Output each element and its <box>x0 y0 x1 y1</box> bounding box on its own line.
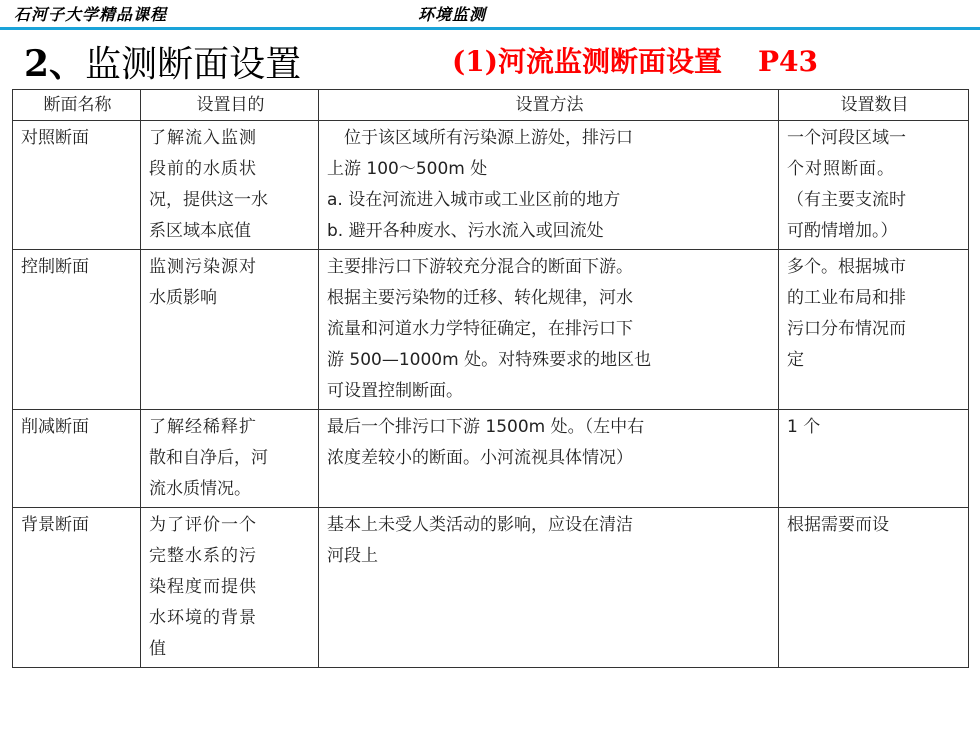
table-row <box>13 508 969 668</box>
text-line: 基本上未受人类活动的影响，应设在清洁 <box>327 515 633 535</box>
table-row <box>13 121 969 250</box>
column-header-method: 设置方法 <box>319 90 779 121</box>
text-line: 监测污染源对 <box>149 257 257 277</box>
text-line: 值 <box>149 639 166 659</box>
section-method <box>319 121 779 250</box>
column-header-purpose: 设置目的 <box>141 90 319 121</box>
text-line: 主要排污口下游较充分混合的断面下游。 <box>327 257 633 277</box>
section-count <box>779 410 969 508</box>
text-line: 了解流入监测 <box>149 128 257 148</box>
text-line: a. 设在河流进入城市或工业区前的地方 <box>327 190 621 210</box>
text-line: 系区域本底值 <box>149 221 251 241</box>
section-purpose <box>141 250 319 410</box>
table-row <box>13 410 969 508</box>
text-line: 根据需要而设 <box>787 515 889 535</box>
text-line: 流量和河道水力学特征确定，在排污口下 <box>327 319 633 339</box>
subtitle <box>452 40 818 80</box>
section-count <box>779 121 969 250</box>
text-line: 散和自净后，河 <box>149 448 268 468</box>
text-line: 个对照断面。 <box>787 159 895 179</box>
column-header-count: 设置数目 <box>779 90 969 121</box>
text-line: 河段上 <box>327 546 378 566</box>
text-line: 根据主要污染物的迁移、转化规律，河水 <box>327 288 633 308</box>
section-purpose <box>141 410 319 508</box>
section-method <box>319 508 779 668</box>
text-line: 流水质情况。 <box>149 479 251 499</box>
text-line: 定 <box>787 350 804 370</box>
text-line: 可设置控制断面。 <box>327 381 463 401</box>
monitoring-section-table <box>12 89 969 668</box>
section-count <box>779 250 969 410</box>
text-line: 染程度而提供 <box>149 577 257 597</box>
text-line: 污口分布情况而 <box>787 319 906 339</box>
text-line: 最后一个排污口下游 1500m 处。（左中右 <box>327 417 645 437</box>
course-subject: 环境监测 <box>418 5 487 24</box>
text-line: 段前的水质状 <box>149 159 257 179</box>
text-line: 多个。根据城市 <box>787 257 906 277</box>
text-line: 水质影响 <box>149 288 217 308</box>
text-line: 水环境的背景 <box>149 608 257 628</box>
section-number: 2、 <box>24 43 86 85</box>
table-row <box>13 250 969 410</box>
course-name: 石河子大学精品课程 <box>14 5 168 24</box>
section-title <box>24 36 301 87</box>
subtitle-text: (1)河流监测断面设置 <box>452 45 722 78</box>
text-line: 的工业布局和排 <box>787 288 906 308</box>
page-header <box>0 0 980 28</box>
text-line: 完整水系的污 <box>149 546 257 566</box>
text-line: 为了评价一个 <box>149 515 257 535</box>
text-line: 况，提供这一水 <box>149 190 268 210</box>
table-header-row <box>13 90 969 121</box>
section-name: 背景断面 <box>13 508 141 668</box>
text-line: 1 个 <box>787 417 821 437</box>
text-line: 上游 100～500m 处 <box>327 159 488 179</box>
section-name: 控制断面 <box>13 250 141 410</box>
column-header-name: 断面名称 <box>13 90 141 121</box>
text-line: 可酌情增加。） <box>787 221 898 241</box>
text-line: （有主要支流时 <box>787 190 906 210</box>
header-divider <box>0 27 980 30</box>
text-line: 浓度差较小的断面。小河流视具体情况） <box>327 448 633 468</box>
section-method <box>319 410 779 508</box>
section-name: 对照断面 <box>13 121 141 250</box>
section-purpose <box>141 508 319 668</box>
text-line: 一个河段区域一 <box>787 128 906 148</box>
page-reference: P43 <box>757 45 819 78</box>
section-purpose <box>141 121 319 250</box>
section-title-text: 监测断面设置 <box>85 44 302 85</box>
section-count <box>779 508 969 668</box>
section-name: 削减断面 <box>13 410 141 508</box>
text-line: 游 500—1000m 处。对特殊要求的地区也 <box>327 350 652 370</box>
text-line: b. 避开各种废水、污水流入或回流处 <box>327 221 604 241</box>
section-method <box>319 250 779 410</box>
text-line: 位于该区域所有污染源上游处，排污口 <box>327 128 633 148</box>
text-line: 了解经稀释扩 <box>149 417 257 437</box>
